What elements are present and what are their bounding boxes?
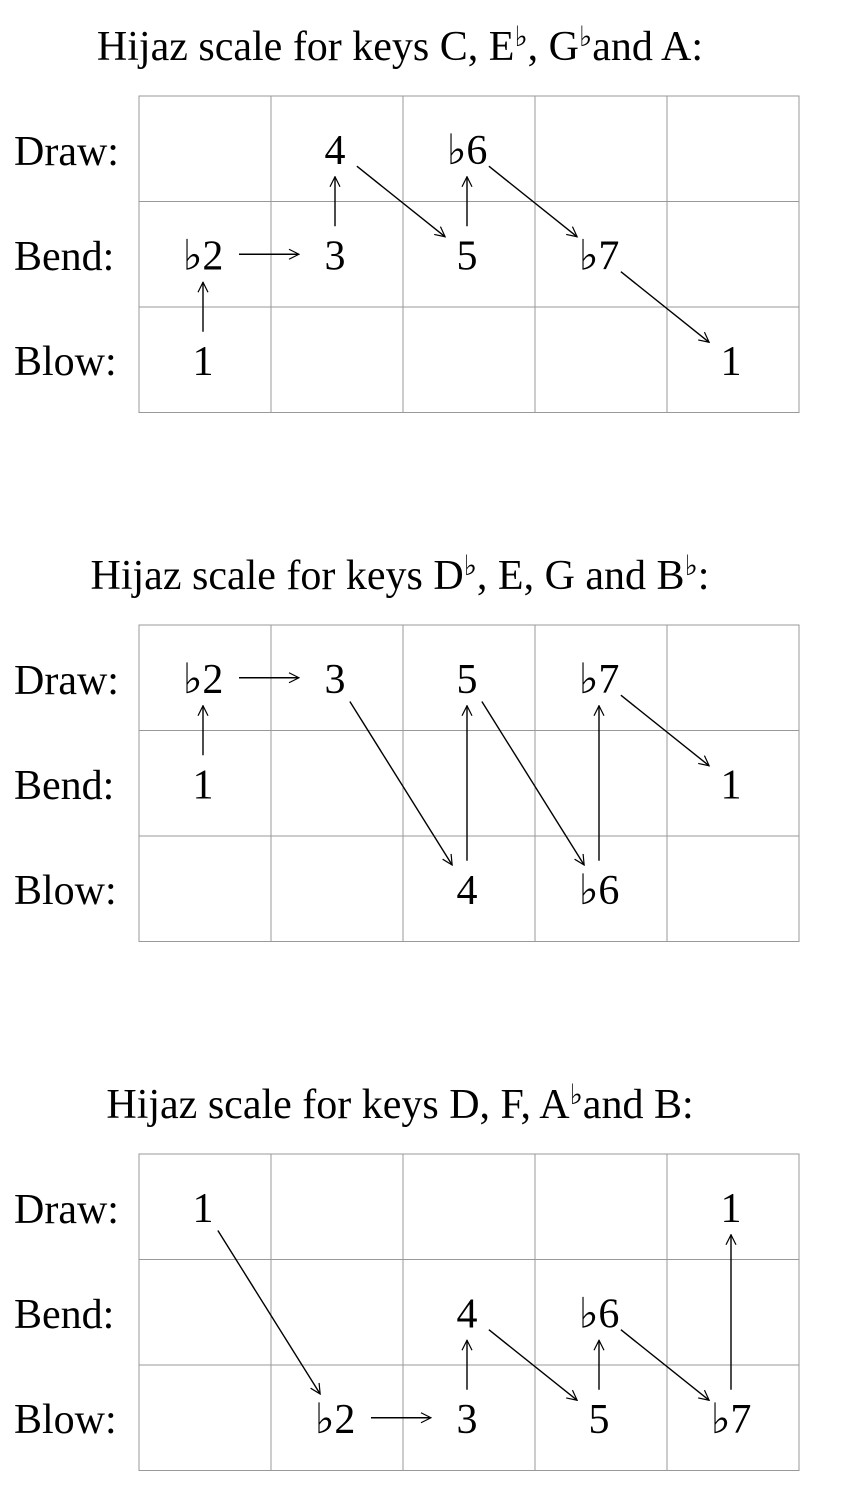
note-label: ♭2 [314,1396,356,1443]
grid-cell [535,1154,667,1260]
title-text: Hijaz scale for keys D, F, A [106,1082,570,1128]
grid-cell [139,1365,271,1471]
title-text: Hijaz scale for keys C, E [96,24,515,70]
note-label: ♭7 [578,233,620,280]
flat-sign: ♭ [569,1080,583,1111]
row-label-blow: Blow: [14,339,117,385]
note-label: 5 [456,656,478,703]
scale-arrow [218,1230,320,1394]
note-label: 1 [192,762,214,809]
grid-cell [667,1260,799,1366]
note-label: 1 [720,338,742,385]
note-label: 4 [324,127,346,174]
title-text: , G [527,24,580,70]
row-label-draw: Draw: [14,129,119,175]
note-label: 5 [588,1396,610,1443]
title-text: and B: [582,1082,694,1128]
grid-cell [271,1260,403,1366]
note-label: 3 [324,233,346,280]
row-label-blow: Blow: [14,1397,117,1443]
grid-cell [271,1154,403,1260]
note-label: ♭7 [578,656,620,703]
row-label-bend: Bend: [14,763,115,809]
row-label-bend: Bend: [14,1292,115,1338]
note-label: 5 [456,233,478,280]
title-text: and A: [592,24,704,70]
grid-cell [403,1154,535,1260]
note-label: 3 [456,1396,478,1443]
note-label: ♭7 [710,1396,752,1443]
note-label: ♭2 [182,233,224,280]
note-label: ♭6 [578,867,620,914]
title-text: Hijaz scale for keys D [90,553,464,599]
note-label: 3 [324,656,346,703]
note-label: 1 [192,1185,214,1232]
flat-sign: ♭ [514,22,528,53]
title-text: : [697,553,710,599]
note-label: 1 [192,338,214,385]
row-label-bend: Bend: [14,234,115,280]
note-label: 1 [720,762,742,809]
flat-sign: ♭ [684,551,698,582]
note-label: 1 [720,1185,742,1232]
note-label: ♭6 [446,127,488,174]
title-text: , E, G and B [476,553,685,599]
note-label: ♭2 [182,656,224,703]
row-label-draw: Draw: [14,1187,119,1233]
row-label-draw: Draw: [14,658,119,704]
row-label-blow: Blow: [14,868,117,914]
grid-cell [139,1260,271,1366]
flat-sign: ♭ [463,551,477,582]
note-label: ♭6 [578,1291,620,1338]
flat-sign: ♭ [579,22,593,53]
note-label: 4 [456,867,478,914]
note-label: 4 [456,1291,478,1338]
